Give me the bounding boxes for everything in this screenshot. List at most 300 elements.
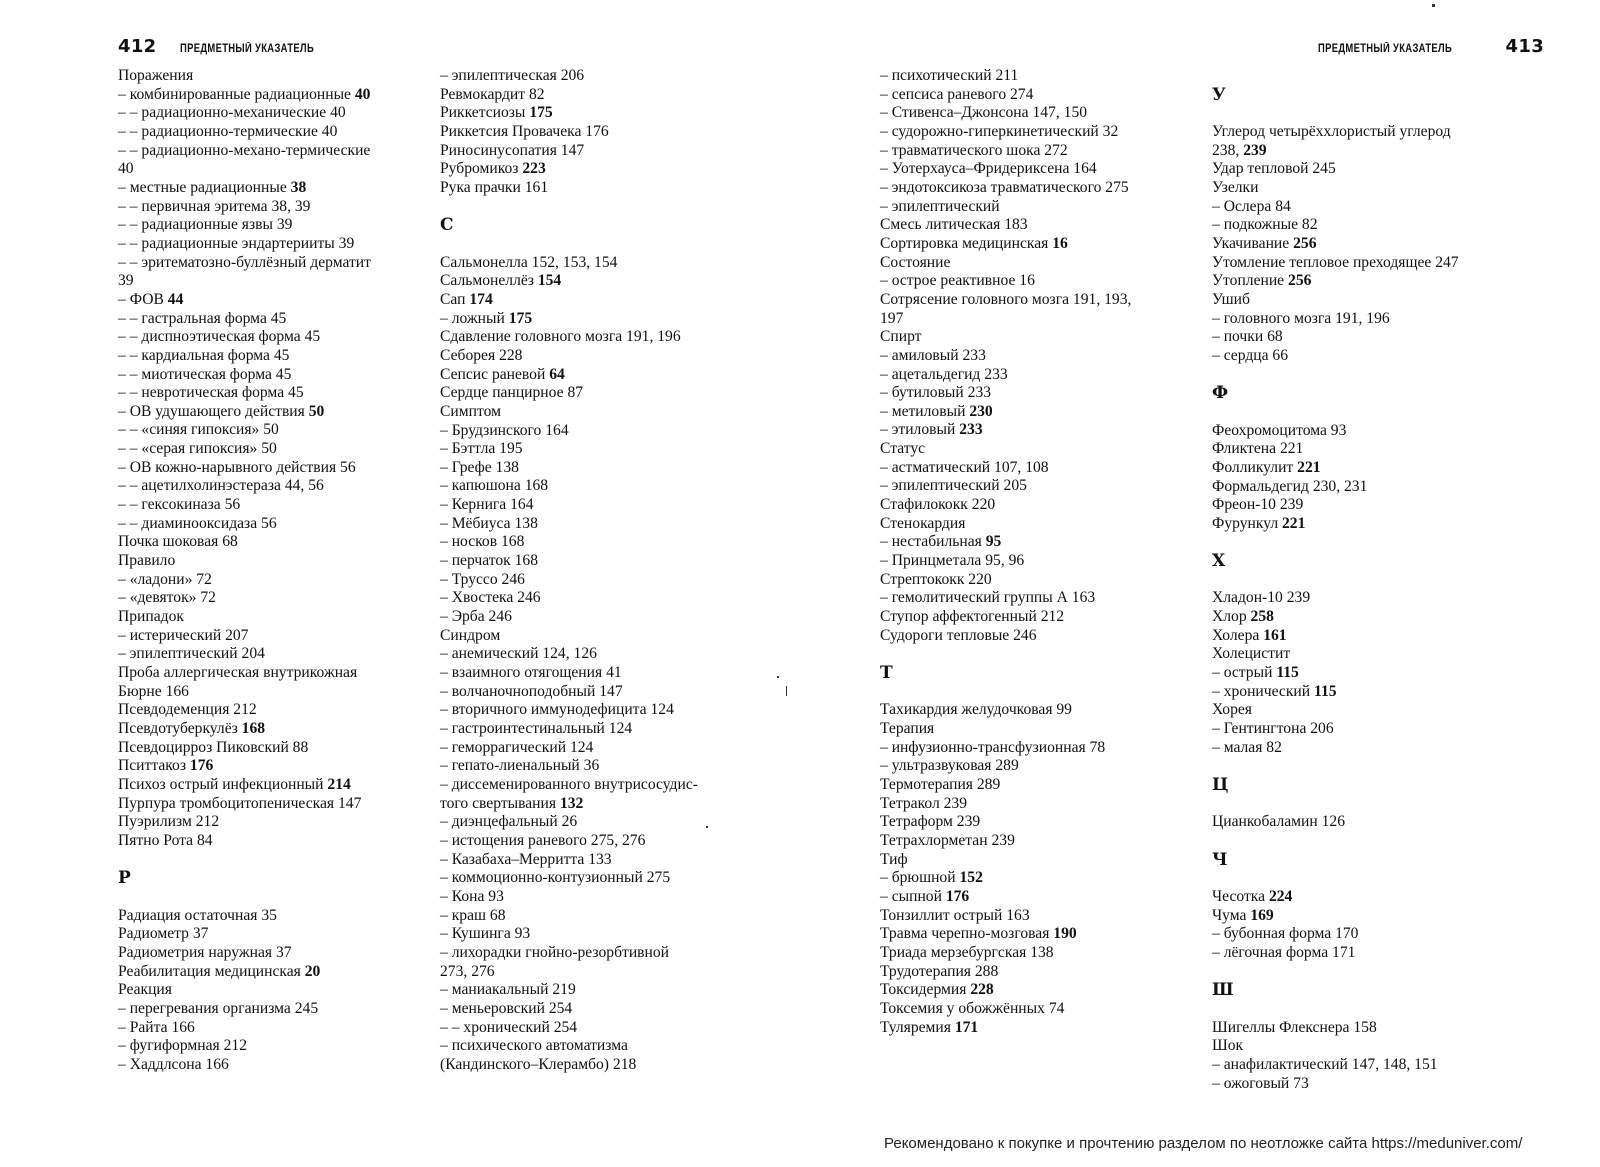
index-entry [440,739,740,758]
index-entry-text: Токсидермия [880,981,971,999]
index-entry-text: – ожоговый 73 [1212,1074,1309,1092]
index-entry-text: Правило [118,552,176,570]
index-entry [880,813,1200,832]
index-entry [880,963,1200,982]
index-section-letter: Т [880,663,893,684]
index-entry [1212,328,1502,347]
index-entry-page-bold: 168 [241,719,266,737]
index-entry-text: – эпилептическая 206 [440,67,585,84]
index-entry [118,67,418,86]
index-entry [1212,645,1502,664]
index-entry [880,160,1200,179]
index-entry [1212,1056,1502,1075]
index-entry [880,701,1200,720]
index-entry-text: – Труссо 246 [440,570,525,588]
index-entry-text: – фугиформная 212 [118,1037,248,1055]
index-entry [440,907,740,926]
index-entry-text: – Кушинга 93 [440,925,531,943]
index-entry [440,701,740,720]
index-entry [880,366,1200,385]
index-entry-text: – лихорадки гнойно-резорбтивной [440,943,670,961]
index-entry [118,366,418,385]
index-entry [440,813,740,832]
index-entry [880,328,1200,347]
index-entry-text: – астматический 107, 108 [880,458,1049,476]
scan-speck [777,676,779,678]
index-entry-text: Бюрне 166 [118,682,189,700]
index-entry-text: – брюшной [880,869,960,887]
index-entry-text: Тетрахлорметан 239 [880,831,1015,849]
index-entry-text: – – невротическая форма 45 [118,384,304,402]
index-entry [1212,683,1502,702]
index-entry [440,422,740,441]
index-entry [880,907,1200,926]
index-entry-text: – Гентингтона 206 [1212,720,1334,738]
index-entry-text: – местные радиационные [118,178,291,196]
index-entry [880,869,1200,888]
index-entry [880,347,1200,366]
index-entry-text: Сдавление головного мозга 191, 196 [440,328,681,346]
index-section-letter: Р [118,868,131,889]
index-entry [118,1000,418,1019]
index-entry [880,403,1200,422]
index-entry-page-bold: 221 [1282,514,1306,532]
index-entry [440,944,740,963]
index-entry-text: Укачивание [1212,234,1294,252]
index-entry [440,477,740,496]
index-entry-text: – травматического шока 272 [880,141,1068,159]
index-entry [880,776,1200,795]
index-entry-text: – психотический 211 [880,67,1019,84]
index-entry-text: – ложный [440,309,509,327]
index-entry-text: – сепсиса раневого 274 [880,85,1034,103]
index-section-letter: Ч [1212,849,1228,870]
index-entry-text: Риккетсиозы [440,104,530,122]
index-entry [440,981,740,1000]
index-entry-text: Сальмонелла 152, 153, 154 [440,253,618,271]
index-entry [880,67,1200,86]
index-entry-text: Судороги тепловые 246 [880,626,1037,644]
index-entry [118,235,418,254]
index-entry-text: – – диспноэтическая форма 45 [118,328,321,346]
index-entry-text: – волчаночноподобный 147 [440,682,623,700]
index-entry-text: Триада мерзебургская 138 [880,943,1054,961]
index-entry [118,160,418,179]
index-entry [118,795,418,814]
index-entry [440,776,740,795]
index-entry [1212,216,1502,235]
index-entry-page-bold: 230 [969,402,993,420]
index-entry-text: Фликтена 221 [1212,440,1304,458]
index-entry [1212,608,1502,627]
index-entry-text: Псевдодеменция 212 [118,701,257,719]
index-entry [118,310,418,329]
index-entry-text: Хладон-10 239 [1212,589,1311,607]
index-entry [1212,347,1502,366]
index-entry-text: – эндотоксикоза травматического 275 [880,178,1129,196]
index-entry-page-bold: 95 [985,533,1002,551]
index-entry [440,720,740,739]
index-entry-text: (Кандинского–Клерамбо) 218 [440,1055,637,1073]
index-entry-page-bold: 233 [959,421,983,439]
left-page-number: 412 [118,36,157,57]
index-entry-page-bold: 115 [1314,682,1337,700]
index-entry-text: Радиометрия наружная 37 [118,943,292,961]
index-entry-text: – почки 68 [1212,328,1283,346]
index-entry [440,496,740,515]
index-entry [880,216,1200,235]
index-entry-page-bold: 152 [959,869,983,887]
index-entry [440,757,740,776]
index-entry-text: Тетракол 239 [880,794,968,812]
index-entry-text: – истерический 207 [118,626,249,644]
index-section-letter: Х [1212,551,1226,572]
index-entry [880,552,1200,571]
index-entry [440,328,740,347]
index-entry-text: Рубромикоз [440,160,523,178]
index-entry-text: – этиловый [880,421,960,439]
index-entry-text: Утомление тепловое преходящее 247 [1212,253,1459,271]
index-entry-text: – – ацетилхолинэстераза 44, 56 [118,477,324,495]
index-entry [118,272,418,291]
index-entry [1212,179,1502,198]
index-entry [880,608,1200,627]
index-section-letter: Ш [1212,980,1234,1001]
index-entry-text: – лёгочная форма 171 [1212,944,1356,961]
index-entry [118,347,418,366]
index-entry-text: – Кернига 164 [440,496,534,514]
index-entry-text: – – радиационно-механо-термические [118,141,371,159]
index-entry-text: – метиловый [880,402,970,420]
index-entry [118,907,418,926]
index-entry [118,757,418,776]
index-entry [440,459,740,478]
index-entry [440,851,740,870]
index-entry-text: – нестабильная [880,533,986,551]
index-entry-text: Сальмонеллёз [440,272,538,290]
index-entry-text: 238, [1212,141,1244,159]
index-entry-text: Термотерапия 289 [880,775,1001,793]
index-entry [440,123,740,142]
index-entry-page-bold: 40 [354,85,371,103]
index-entry-text: Терапия [880,720,935,737]
index-entry [440,552,740,571]
index-entry-text: – перегревания организма 245 [118,999,319,1017]
index-entry-page-bold: 16 [1052,234,1068,252]
right-page-title: ПРЕДМЕТНЫЙ УКАЗАТЕЛЬ [1318,43,1453,55]
index-entry-text: Реабилитация медицинская [118,962,305,980]
index-entry [440,403,740,422]
index-entry-text: Состояние [880,253,951,271]
index-entry-text: – анемический 124, 126 [440,645,597,663]
index-entry-text: Псевдоцирроз Пиковский 88 [118,738,309,756]
index-entry-text: Себорея 228 [440,346,523,364]
index-entry-text: Феохромоцитома 93 [1212,421,1347,439]
index-entry-text: Шок [1212,1037,1244,1055]
index-column-2 [440,67,740,1074]
index-entry [440,1056,740,1075]
index-entry-text: – Райта 166 [118,1018,195,1036]
index-entry-text: Тахикардия желудочковая 99 [880,701,1072,719]
index-entry-text: – Уотерхауса–Фридериксена 164 [880,160,1097,178]
index-entry [118,627,418,646]
index-entry-text: – судорожно-гиперкинетический 32 [880,122,1119,140]
index-entry-text: Ревмокардит 82 [440,85,545,103]
index-entry-text: – – кардиальная форма 45 [118,346,290,364]
index-entry-text: – – эритематозно-буллёзный дерматит [118,253,371,271]
index-entry [1212,1037,1502,1056]
index-entry [440,142,740,161]
index-entry-text: – перчаток 168 [440,552,539,570]
index-entry-text: – Принцметала 95, 96 [880,552,1025,570]
index-entry-text: – «девяток» 72 [118,589,216,607]
index-entry [1212,291,1502,310]
index-entry [440,832,740,851]
index-entry [118,421,418,440]
index-entry-text: – Мёбиуса 138 [440,514,538,532]
index-entry-text: – – гастральная форма 45 [118,309,287,327]
index-entry [118,179,418,198]
index-entry-text: Стрептококк 220 [880,570,992,588]
index-entry-text: Фолликулит [1212,458,1298,476]
index-entry [440,925,740,944]
index-entry-text: – Бэттла 195 [440,440,523,458]
index-entry [1212,701,1502,720]
index-entry [1212,627,1502,646]
index-entry [118,944,418,963]
index-entry-text: Холецистит [1212,645,1291,663]
index-entry-text: – Грефе 138 [440,458,519,476]
index-entry-text: Токсемия у обожжённых 74 [880,999,1065,1017]
index-entry [440,179,740,198]
index-entry [1212,888,1502,907]
index-entry-text: – малая 82 [1212,738,1282,756]
index-entry-page-bold: 169 [1250,906,1274,924]
index-entry-page-bold: 175 [508,309,533,327]
index-entry [440,310,740,329]
index-entry [1212,235,1502,254]
index-entry-page-bold: 256 [1293,234,1317,252]
index-entry-text: – сыпной [880,887,946,905]
index-entry [118,142,418,161]
index-entry-text: Пурпура тромбоцитопеническая 147 [118,794,362,812]
index-entry-text: того свертывания [440,794,560,812]
index-entry [118,291,418,310]
scan-speck [706,826,708,828]
index-entry-text: – диссеменированного внутрисосудис- [440,775,698,793]
index-entry-text: Туляремия [880,1018,955,1036]
index-entry-text: Реакция [118,981,172,999]
index-entry-text: – анафилактический 147, 148, 151 [1212,1055,1438,1073]
index-entry [880,944,1200,963]
index-entry-text: – ФОВ [118,290,168,308]
index-entry [880,198,1200,217]
index-entry [880,571,1200,590]
index-entry-text: – Ослера 84 [1212,197,1291,215]
index-entry-text: Формальдегид 230, 231 [1212,477,1368,495]
index-entry [440,533,740,552]
index-entry [1212,589,1502,608]
index-entry-text: Психоз острый инфекционный [118,775,328,793]
index-entry-text: Симптом [440,402,501,420]
index-entry [440,515,740,534]
index-entry-text: – гастроинтестинальный 124 [440,720,633,737]
index-entry-text: – хронический [1212,682,1315,700]
index-section-letter: С [440,215,454,236]
index-entry [118,123,418,142]
index-entry-text: 197 [880,309,904,327]
index-entry [118,683,418,702]
index-entry-text: Рука прачки 161 [440,178,549,196]
index-entry [880,384,1200,403]
index-entry [118,832,418,851]
index-entry-text: – Хвостека 246 [440,589,541,607]
index-entry-page-bold: 224 [1268,888,1293,906]
index-entry-page-bold: 115 [1276,664,1299,682]
index-entry [118,104,418,123]
index-entry-page-bold: 38 [290,178,307,196]
index-entry [440,1037,740,1056]
index-entry-text: – психического автоматизма [440,1037,628,1055]
index-entry [440,104,740,123]
index-entry [1212,459,1502,478]
index-entry-page-bold: 132 [559,794,584,812]
scan-speck [786,686,787,696]
index-entry [118,384,418,403]
index-entry-text: Радиация остаточная 35 [118,906,277,924]
index-column-4 [1212,67,1502,1093]
index-entry-text: Фурункул [1212,514,1282,532]
index-entry-text: Цианкобаламин 126 [1212,813,1345,831]
index-entry [440,627,740,646]
index-entry [118,739,418,758]
index-entry [880,832,1200,851]
index-entry [118,216,418,235]
index-entry [1212,907,1502,926]
index-entry [440,347,740,366]
index-entry [1212,160,1502,179]
index-entry [1212,422,1502,441]
index-entry [440,963,740,982]
index-entry [118,664,418,683]
index-entry-text: – Хаддлсона 166 [118,1055,229,1073]
index-entry-page-bold: 175 [529,104,553,122]
index-entry-text: Чума [1212,906,1251,924]
index-entry [118,589,418,608]
index-entry [118,459,418,478]
index-entry-page-bold: 258 [1250,608,1274,626]
index-entry [1212,272,1502,291]
index-entry [1212,440,1502,459]
index-entry-text: – маниакальный 219 [440,981,576,999]
index-entry-text: Ушиб [1212,290,1250,308]
index-entry [118,254,418,273]
index-entry [440,869,740,888]
index-entry-page-bold: 223 [522,160,546,178]
index-entry [118,328,418,347]
index-entry-page-bold: 176 [189,757,214,775]
index-entry-text: – – радиационные эндартерииты 39 [118,234,355,252]
index-entry-text: Пситтакоз [118,757,190,775]
index-entry [1212,142,1502,161]
index-entry-text: Утопление [1212,272,1289,290]
index-entry-text: – Казабаха–Мерритта 133 [440,850,612,868]
index-entry [1212,478,1502,497]
index-entry-text: – – первичная эритема 38, 39 [118,197,311,215]
index-entry-text: Псевдотуберкулёз [118,719,242,737]
index-entry [880,421,1200,440]
index-entry-page-bold: 171 [954,1018,979,1036]
index-entry [1212,813,1502,832]
index-entry [440,160,740,179]
index-entry [118,981,418,1000]
index-entry [880,533,1200,552]
index-entry [118,552,418,571]
index-entry [440,440,740,459]
index-entry-text: Сотрясение головного мозга 191, 193, [880,290,1132,308]
index-entry [1212,254,1502,273]
index-entry-text: Почка шоковая 68 [118,533,238,551]
left-page-title: ПРЕДМЕТНЫЙ УКАЗАТЕЛЬ [180,43,315,55]
index-entry [880,459,1200,478]
index-entry-page-bold: 176 [945,887,970,905]
index-entry [880,888,1200,907]
index-entry-text: – острый [1212,664,1277,682]
index-entry-text: Спирт [880,328,922,346]
index-entry [118,533,418,552]
index-entry [440,683,740,702]
index-entry [440,888,740,907]
index-entry [1212,123,1502,142]
index-entry-text: Стенокардия [880,514,966,532]
index-entry [440,272,740,291]
index-entry [118,571,418,590]
index-entry-text: – – радиационно-термические 40 [118,122,338,140]
scan-speck [1432,4,1435,7]
index-entry-text: Припадок [118,608,184,626]
index-entry-text: Чесотка [1212,888,1269,906]
index-entry-text: – бутиловый 233 [880,384,992,402]
index-entry [118,1037,418,1056]
index-entry-text: Поражения [118,67,194,84]
index-entry [118,925,418,944]
index-entry-text: Ступор аффектогенный 212 [880,608,1065,626]
index-entry-text: – взаимного отягощения 41 [440,664,622,682]
index-entry-text: Риккетсия Провачека 176 [440,122,609,140]
index-entry [880,254,1200,273]
index-entry [440,384,740,403]
index-entry-text: – – «синяя гипоксия» 50 [118,421,279,439]
index-entry [880,589,1200,608]
index-entry-text: Синдром [440,626,501,644]
index-entry-text: – Брудзинского 164 [440,421,569,439]
index-entry [880,179,1200,198]
index-entry-text: – комбинированные радиационные [118,85,355,103]
index-entry [880,310,1200,329]
index-entry-text: Тонзиллит острый 163 [880,906,1030,924]
index-entry-text: Шигеллы Флекснера 158 [1212,1018,1377,1036]
index-entry [118,403,418,422]
index-entry-text: – меньеровский 254 [440,999,573,1017]
index-entry-text: – носков 168 [440,533,525,551]
footer-note: Рекомендовано к покупке и прочтению разделом по неотложке сайта https://meduniver.com/ [884,1135,1523,1152]
index-entry-text: – – радиационные язвы 39 [118,216,293,234]
index-entry [118,963,418,982]
index-entry-text: – подкожные 82 [1212,216,1318,234]
index-entry-text: – ОВ кожно-нарывного действия 56 [118,458,356,476]
index-section-letter: Ц [1212,775,1229,796]
index-entry [118,1056,418,1075]
